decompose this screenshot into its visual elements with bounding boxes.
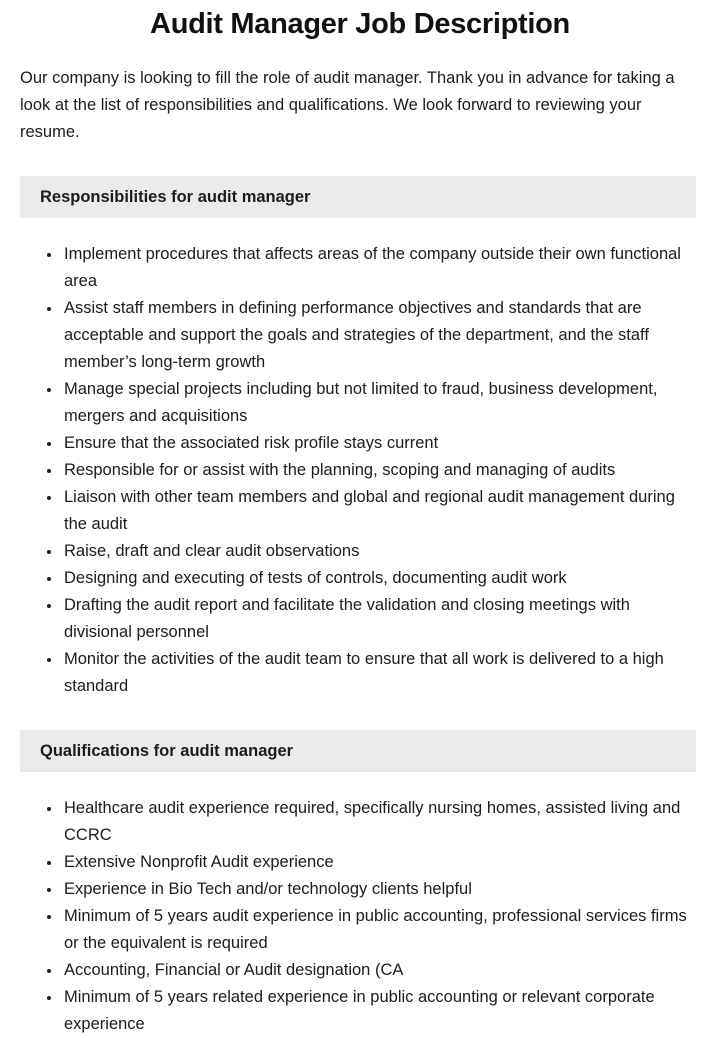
section-heading-qualifications: Qualifications for audit manager	[20, 730, 696, 772]
list-item: • Liaison with other team members and global and regional audit management during the audit	[62, 484, 700, 538]
list-item: • Responsible for or assist with the planning, scoping and managing of audits	[62, 457, 700, 484]
list-item: • Extensive Nonprofit Audit experience	[62, 849, 700, 876]
page-title: Audit Manager Job Description	[150, 8, 570, 40]
responsibilities-list	[0, 241, 700, 700]
list-item: • Accounting, Financial or Audit designation (CA	[62, 957, 700, 984]
list-item: • Drafting the audit report and facilitate the validation and closing meetings with divisional personnel	[62, 592, 700, 646]
list-item: • Ensure that the associated risk profile stays current	[62, 430, 700, 457]
intro-paragraph: Our company is looking to fill the role of audit manager. Thank you in advance for taking a look at the list of responsibilities and qualifications. We look forward to reviewing your resume.	[20, 69, 675, 141]
list-item: • Raise, draft and clear audit observations	[62, 538, 700, 565]
qualifications-list	[0, 795, 700, 1038]
list-item: • Minimum of 5 years related experience in public accounting or relevant corporate experience	[62, 984, 700, 1038]
list-item: • Designing and executing of tests of controls, documenting audit work	[62, 565, 700, 592]
list-item: • Experience in Bio Tech and/or technology clients helpful	[62, 876, 700, 903]
list-item: • Healthcare audit experience required, specifically nursing homes, assisted living and CCRC	[62, 795, 700, 849]
list-item: • Manage special projects including but not limited to fraud, business development, mergers and acquisitions	[62, 376, 700, 430]
list-item: • Minimum of 5 years audit experience in public accounting, professional services firms or the equivalent is required	[62, 903, 700, 957]
list-item: • Implement procedures that affects areas of the company outside their own functional area	[62, 241, 700, 295]
section-heading-responsibilities: Responsibilities for audit manager	[20, 176, 696, 218]
list-item: • Assist staff members in defining performance objectives and standards that are acceptable and support the goals and strategies of the department, and the staff member’s long-term growth	[62, 295, 700, 376]
list-item: • Monitor the activities of the audit team to ensure that all work is delivered to a high standard	[62, 646, 700, 700]
